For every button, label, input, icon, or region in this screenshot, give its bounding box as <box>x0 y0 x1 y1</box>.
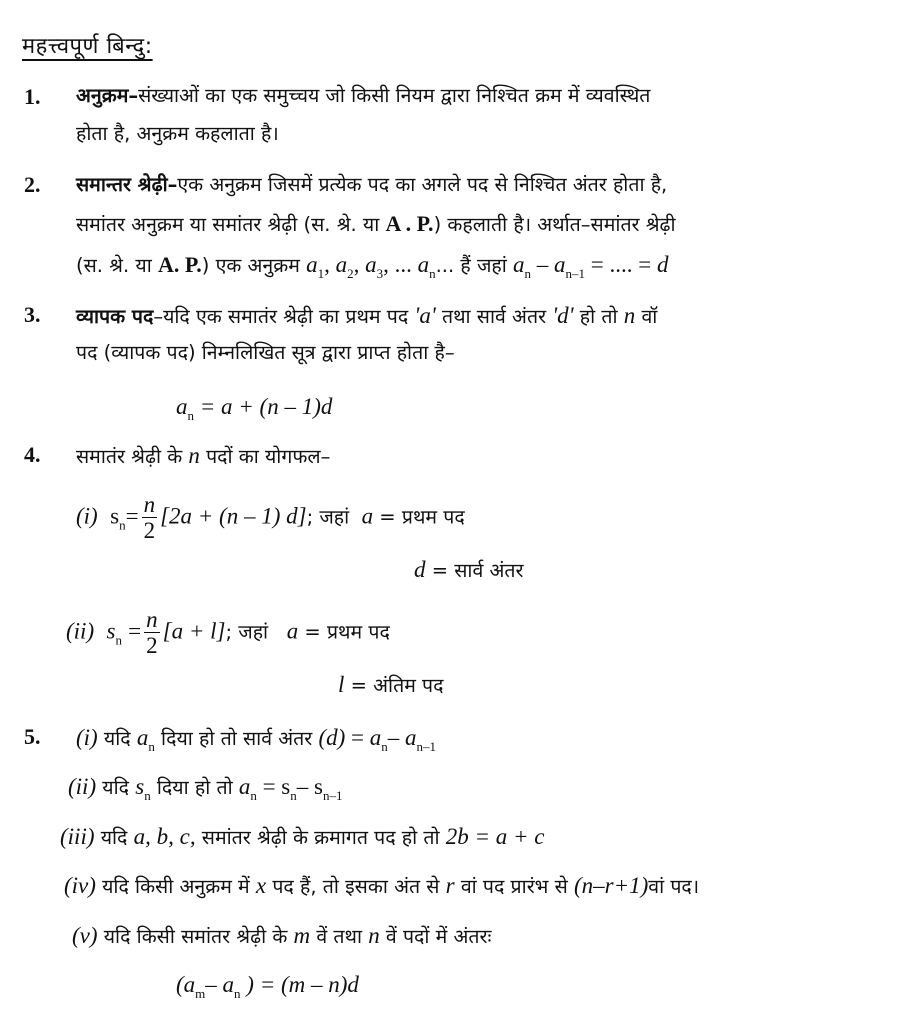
ap-abbrev: A . P. <box>385 211 434 236</box>
point-5-v: (v) यदि किसी समांतर श्रेढ़ी के m वें तथा n वें पदों में अंतरः <box>72 923 492 948</box>
point-4-title: समातंर श्रेढ़ी के n पदों का योगफल– <box>76 443 331 468</box>
sum-formula-1: (i) $s_n=$ $\frac{n}{2}$ [2a + (n – 1) d]; जहां a = प्रथम पद <box>76 492 465 544</box>
point-1-number: 1. <box>24 84 41 109</box>
point-5-ii: (ii) यदि $s_n$ दिया हो तो $a_n = s_n-$ $s_{n-1}$ <box>68 774 343 803</box>
point-2-text: एक अनुक्रम जिसमें प्रत्येक पद का अगले पद से निश्चित अंतर होता है, <box>177 173 668 196</box>
point-5-iv: (iv) यदि किसी अनुक्रम में x पद हैं, तो इसका अंत से r वां पद प्रारंभ से (n–r+1)वां पद। <box>64 873 700 898</box>
sum-formula-2: (ii) $s_n$ = $\frac{n}{2}$ [a + l]; जहां a = प्रथम पद <box>66 607 390 659</box>
difference-formula: ($a_m-$ $a_n$ ) = (m – n)d <box>176 972 359 1001</box>
general-term-formula: $a_n = a + (n - 1)d$ <box>176 394 333 423</box>
sum-formula-1-def-2: d = सार्व अंतर <box>414 557 524 582</box>
point-1-line-1 <box>76 86 650 106</box>
point-1-term: अनुक्रम– <box>76 84 139 107</box>
point-4-number: 4. <box>24 442 41 467</box>
point-2-line-1 <box>76 175 667 195</box>
point-3-term: व्यापक पद <box>76 305 154 328</box>
point-2-line-2: समांतर अनुक्रम या समांतर श्रेढ़ी (स. श्रे. या A . P.) कहलाती है। अर्थात–समांतर श्रेढ़ी <box>76 211 676 236</box>
point-2-term: समान्तर श्रेढ़ी– <box>76 173 178 196</box>
page-heading: महत्त्वपूर्ण बिन्दु: <box>22 34 153 59</box>
ap-abbrev-2: A. P. <box>157 252 202 277</box>
point-2-number: 2. <box>24 172 41 197</box>
diff-an: a <box>513 252 525 277</box>
point-3-line-1: व्यापक पद–यदि एक समातंर श्रेढ़ी का प्रथम पद 'a' तथा सार्व अंतर 'd' हो तो n वॉ <box>76 303 658 328</box>
point-1-line-2: होता है, अनुक्रम कहलाता है। <box>76 122 279 145</box>
point-5-number: 5. <box>24 724 41 749</box>
point-3-line-2: पद (व्यापक पद) निम्नलिखित सूत्र द्वारा प्राप्त होता है– <box>76 341 455 364</box>
point-5-i: (i) यदि $a_n$ दिया हो तो सार्व अंतर $(d) = a_n-$ $a_{n-1}$ <box>76 725 436 754</box>
point-5-iii: (iii) यदि a, b, c, समांतर श्रेढ़ी के क्रमागत पद हो तो 2b = a + c <box>60 824 545 849</box>
point-3-number: 3. <box>24 302 41 327</box>
fraction-n-over-2-b: $\frac{n}{2}$ <box>146 607 158 659</box>
fraction-n-over-2: $\frac{n}{2}$ <box>143 492 156 544</box>
sum-formula-2-def-2: l = अंतिम पद <box>338 672 444 697</box>
point-1-text: संख्याओं का एक समुच्चय जो किसी नियम द्वारा निश्चित क्रम में व्यवस्थित <box>138 84 651 107</box>
point-2-line-3: (स. श्रे. या A. P.) एक अनुक्रम $a_1$, $a_2$, $a_3$, ... $a_n$... हैं जहां $a_n - a_{n-1}$ = .... = d <box>76 252 669 281</box>
